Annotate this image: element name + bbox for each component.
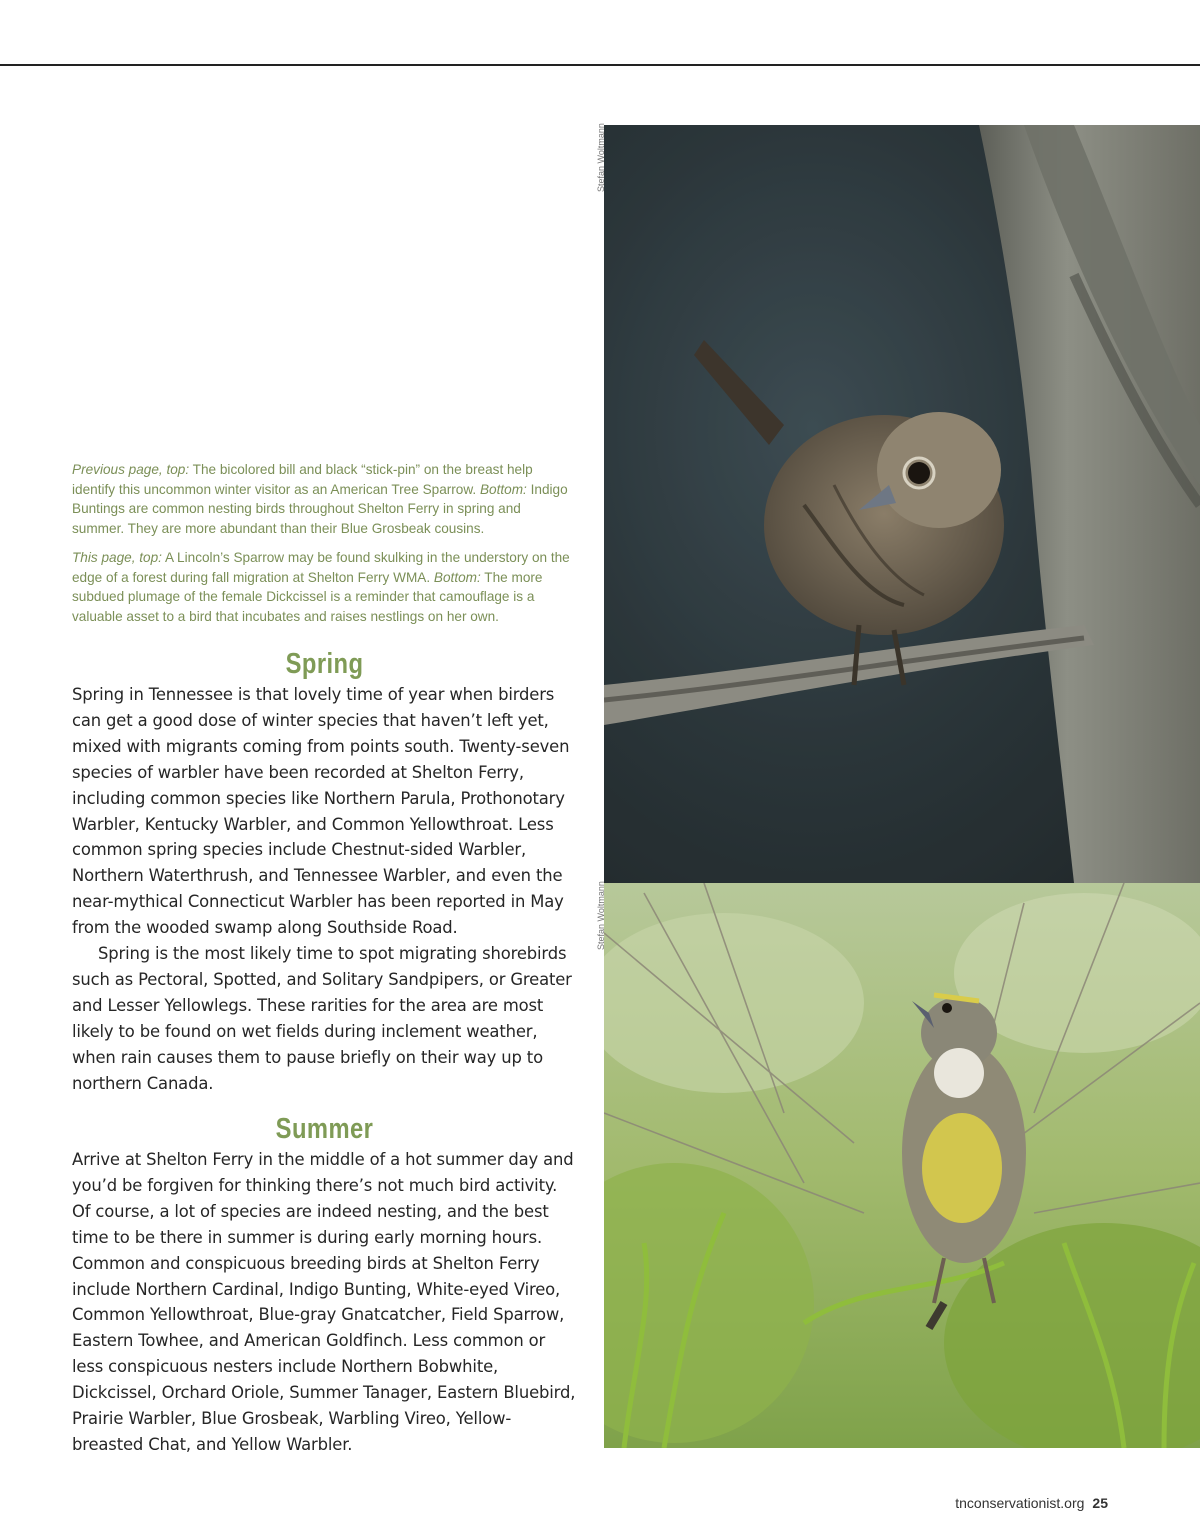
lincolns-sparrow-photo bbox=[604, 125, 1200, 883]
photo-captions bbox=[72, 460, 572, 636]
caption-label: Bottom: bbox=[433, 569, 481, 585]
caption-this-page bbox=[72, 548, 572, 626]
caption-text: Indigo Buntings are common nesting birds throughout Shelton Ferry in spring and summer. They are more abundant than their Blue Grosbeak cousins. bbox=[72, 481, 568, 536]
page-footer bbox=[955, 1495, 1108, 1511]
summer-paragraph-1: Arrive at Shelton Ferry in the middle of a hot summer day and you’d be forgiven for thinking there’s not much bird activity. Of course, a lot of species are indeed nesting, and the best time to be there in summer is during early morning hours. Common and conspicuous breeding birds at Shelton Ferry include Northern Cardinal, Indigo Bunting, White-eyed Vireo, Common Yellowthroat, Blue-gray Gnatcatcher, Field Sparrow, Eastern Towhee, and American Goldfinch. Less common or less conspicuous nesters include Northern Bobwhite, Dickcissel, Orchard Oriole, Summer Tanager, Eastern Bluebird, Prairie Warbler, Blue Grosbeak, Warbling Vireo, Yellow-breasted Chat, and Yellow Warbler. bbox=[72, 1150, 576, 1454]
dickcissel-photo bbox=[604, 883, 1200, 1448]
caption-label: Previous page, top: bbox=[72, 462, 190, 477]
bottom-photo-credit: Stefan Woltmann bbox=[596, 881, 606, 950]
top-photo-credit: Stefan Woltmann bbox=[596, 123, 606, 192]
footer-site: tnconservationist.org bbox=[955, 1495, 1085, 1511]
caption-previous-page bbox=[72, 460, 572, 538]
caption-label: Bottom: bbox=[479, 481, 527, 497]
summer-section bbox=[72, 1111, 577, 1458]
summer-heading: Summer bbox=[275, 1113, 374, 1145]
page-number: 25 bbox=[1092, 1495, 1108, 1511]
caption-text: The more subdued plumage of the female Dickcissel is a reminder that camouflage is a valuable asset to a bird that incubates and raises nestlings on her own. bbox=[72, 569, 543, 624]
header-rule bbox=[0, 64, 1200, 66]
spring-paragraph-2: Spring is the most likely time to spot migrating shorebirds such as Pectoral, Spotted, and Solitary Sandpipers, or Greater and Lesser Yellowlegs. These rarities for the area are most likely to be found on wet fields during inclement weather, when rain causes them to pause briefly on their way up to northern Canada. bbox=[72, 944, 572, 1093]
spring-heading: Spring bbox=[285, 648, 364, 680]
caption-text: A Lincoln’s Sparrow may be found skulking in the understory on the edge of a forest during fall migration at Shelton Ferry WMA. bbox=[72, 550, 570, 585]
caption-text: The bicolored bill and black “stick-pin” on the breast help identify this uncommon winter visitor as an American Tree Sparrow. bbox=[72, 462, 533, 497]
caption-label: This page, top: bbox=[72, 550, 162, 565]
spring-paragraph-1: Spring in Tennessee is that lovely time of year when birders can get a good dose of winter species that haven’t left yet, mixed with migrants coming from points south. Twenty-seven species of warbler have been recorded at Shelton Ferry, including common species like Northern Parula, Prothonotary Warbler, Kentucky Warbler, and Common Yellowthroat. Less common spring species include Chestnut-sided Warbler, Northern Waterthrush, and Tennessee Warbler, and even the near-mythical Connecticut Warbler has been reported in May from the wooded swamp along Southside Road. bbox=[72, 685, 570, 938]
spring-section bbox=[72, 646, 577, 1097]
